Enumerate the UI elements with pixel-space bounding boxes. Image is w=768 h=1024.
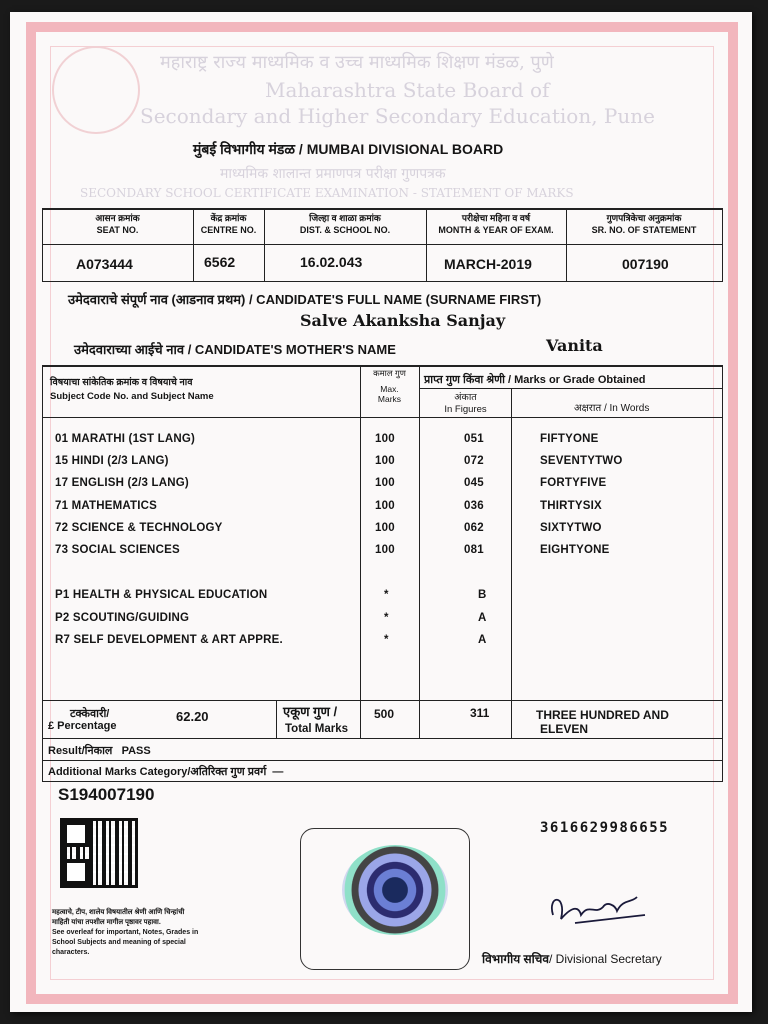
security-hologram xyxy=(342,845,448,935)
secretary-signature xyxy=(545,885,655,935)
subject-max-marks: 100 xyxy=(375,500,395,512)
subject-marks-words: THIRTYSIX xyxy=(540,500,602,512)
statement-serial-value: 007190 xyxy=(622,256,669,272)
subject-name: 72 SCIENCE & TECHNOLOGY xyxy=(55,522,223,534)
total-in-words-line-2: ELEVEN xyxy=(540,722,589,736)
subject-marks-figures: 036 xyxy=(464,500,484,512)
percentage-label-marathi: टक्केवारी/ xyxy=(70,708,110,720)
max-total-value: 500 xyxy=(374,707,395,721)
serial-code: S194007190 xyxy=(58,785,155,804)
secretary-marathi: विभागीय सचिव xyxy=(482,952,549,966)
subject-name: 15 HINDI (2/3 LANG) xyxy=(55,455,169,467)
watermark-line-1: महाराष्ट्र राज्य माध्यमिक व उच्च माध्यमिक शिक्षण मंडळ, पुणे xyxy=(160,52,554,73)
subject-max-marks: 100 xyxy=(375,522,395,534)
subject-marks-words: SIXTYTWO xyxy=(540,522,602,534)
marks-obtained-header: प्राप्त गुण किंवा श्रेणी / Marks or Grade Obtained xyxy=(424,374,646,386)
subject-header-marathi: विषयाचा सांकेतिक क्रमांक व विषयाचे नाव xyxy=(50,377,193,388)
mother-name: Vanita xyxy=(546,336,603,355)
divisional-secretary-title xyxy=(482,950,662,967)
subject-marks-words: SEVENTYTWO xyxy=(540,455,623,467)
result-row xyxy=(48,743,151,758)
grade-subject-name: P1 HEALTH & PHYSICAL EDUCATION xyxy=(55,589,268,601)
seat-no-header: आसन क्रमांक SEAT NO. xyxy=(95,213,140,235)
subject-marks-figures: 081 xyxy=(464,544,484,556)
division-title-marathi: मुंबई विभागीय मंडळ xyxy=(193,141,296,157)
district-school-header: जिल्हा व शाळा क्रमांक DIST. & SCHOOL NO. xyxy=(299,213,391,235)
in-words-header: अक्षरात / In Words xyxy=(574,403,650,414)
percentage-value: 62.20 xyxy=(176,709,209,724)
subject-marks-figures: 051 xyxy=(464,433,484,445)
additional-marks-value: — xyxy=(272,766,284,778)
subject-name: 17 ENGLISH (2/3 LANG) xyxy=(55,477,189,489)
district-school-value: 16.02.043 xyxy=(300,254,363,270)
statement-serial-header: गुणपत्रिकेचा अनुक्रमांक SR. NO. OF STATEMENT xyxy=(591,213,697,235)
subject-marks-figures: 062 xyxy=(464,522,484,534)
result-label: Result/निकाल xyxy=(48,745,113,757)
subject-max-marks: 100 xyxy=(375,544,395,556)
total-label-english: Total Marks xyxy=(285,723,349,735)
division-title xyxy=(193,140,503,159)
candidate-name: Salve Akanksha Sanjay xyxy=(300,311,506,330)
candidate-name-label: उमेदवाराचे संपूर्ण नाव (आडनाव प्रथम) / CANDIDATE'S FULL NAME (SURNAME FIRST) xyxy=(68,292,542,307)
subject-marks-words: FIFTYONE xyxy=(540,433,599,445)
additional-marks-row xyxy=(48,764,283,779)
centre-no-header: केंद्र क्रमांक CENTRE NO. xyxy=(200,213,257,235)
exam-month-header: परीक्षेचा महिना व वर्ष MONTH & YEAR OF EXAM. xyxy=(438,213,554,235)
secretary-english: / Divisional Secretary xyxy=(549,952,662,966)
overleaf-note: महत्वाचे, टीप, शालेय विषयातील श्रेणी आणि चिन्हांची माहिती यांचा तपशील मागील पृष्ठावर पहावा. See overleaf for important, Notes, Grades in School Subjects and meaning of special characters. xyxy=(52,909,199,956)
mother-name-label: उमेदवाराच्या आईचे नाव / CANDIDATE'S MOTHER'S NAME xyxy=(74,342,396,357)
obtained-total-value: 311 xyxy=(470,706,490,720)
grade-subject-grade: A xyxy=(478,634,487,646)
board-seal-watermark xyxy=(52,46,140,134)
subject-max-marks: 100 xyxy=(375,477,395,489)
subject-name: 01 MARATHI (1ST LANG) xyxy=(55,433,196,445)
subject-name: 73 SOCIAL SCIENCES xyxy=(55,544,180,556)
centre-no-value: 6562 xyxy=(204,254,236,270)
grade-subject-name: R7 SELF DEVELOPMENT & ART APPRE. xyxy=(55,634,283,646)
grade-subject-max-marks: * xyxy=(384,589,389,601)
division-title-english: / MUMBAI DIVISIONAL BOARD xyxy=(295,141,504,157)
subject-marks-words: EIGHTYONE xyxy=(540,544,610,556)
max-marks-header: कमाल गुण Max. Marks xyxy=(373,368,406,404)
subject-max-marks: 100 xyxy=(375,455,395,467)
subject-name: 71 MATHEMATICS xyxy=(55,500,158,512)
watermark-line-2: Maharashtra State Board of xyxy=(265,78,550,102)
subject-marks-words: FORTYFIVE xyxy=(540,477,607,489)
result-value: PASS xyxy=(121,745,151,757)
qr-code xyxy=(60,818,138,888)
barcode-number: 3616629986655 xyxy=(540,820,670,836)
additional-marks-label: Additional Marks Category/अतिरिक्त गुण प्रवर्ग xyxy=(48,766,267,778)
watermark-line-3: Secondary and Higher Secondary Education, Pune xyxy=(140,104,655,128)
grade-subject-name: P2 SCOUTING/GUIDING xyxy=(55,612,190,624)
seat-no-value: A073444 xyxy=(76,256,133,272)
in-figures-header: अंकात In Figures xyxy=(444,392,487,415)
watermark-line-4: माध्यमिक शालान्त प्रमाणपत्र परीक्षा गुणपत्रक xyxy=(220,166,446,182)
subject-marks-figures: 045 xyxy=(464,477,484,489)
subject-header-english: Subject Code No. and Subject Name xyxy=(50,391,214,402)
grade-subject-max-marks: * xyxy=(384,612,389,624)
total-label-marathi: एकूण गुण / xyxy=(283,704,338,719)
svg-text:Anksasmi: Anksasmi xyxy=(565,929,570,930)
grade-subject-grade: B xyxy=(478,589,487,601)
total-in-words-line-1: THREE HUNDRED AND xyxy=(536,708,669,722)
percentage-label-english: £ Percentage xyxy=(48,720,117,732)
subject-max-marks: 100 xyxy=(375,433,395,445)
grade-subject-grade: A xyxy=(478,612,487,624)
exam-month-value: MARCH-2019 xyxy=(444,256,532,272)
watermark-line-5: SECONDARY SCHOOL CERTIFICATE EXAMINATION - STATEMENT OF MARKS xyxy=(80,186,574,200)
grade-subject-max-marks: * xyxy=(384,634,389,646)
subject-marks-figures: 072 xyxy=(464,455,484,467)
